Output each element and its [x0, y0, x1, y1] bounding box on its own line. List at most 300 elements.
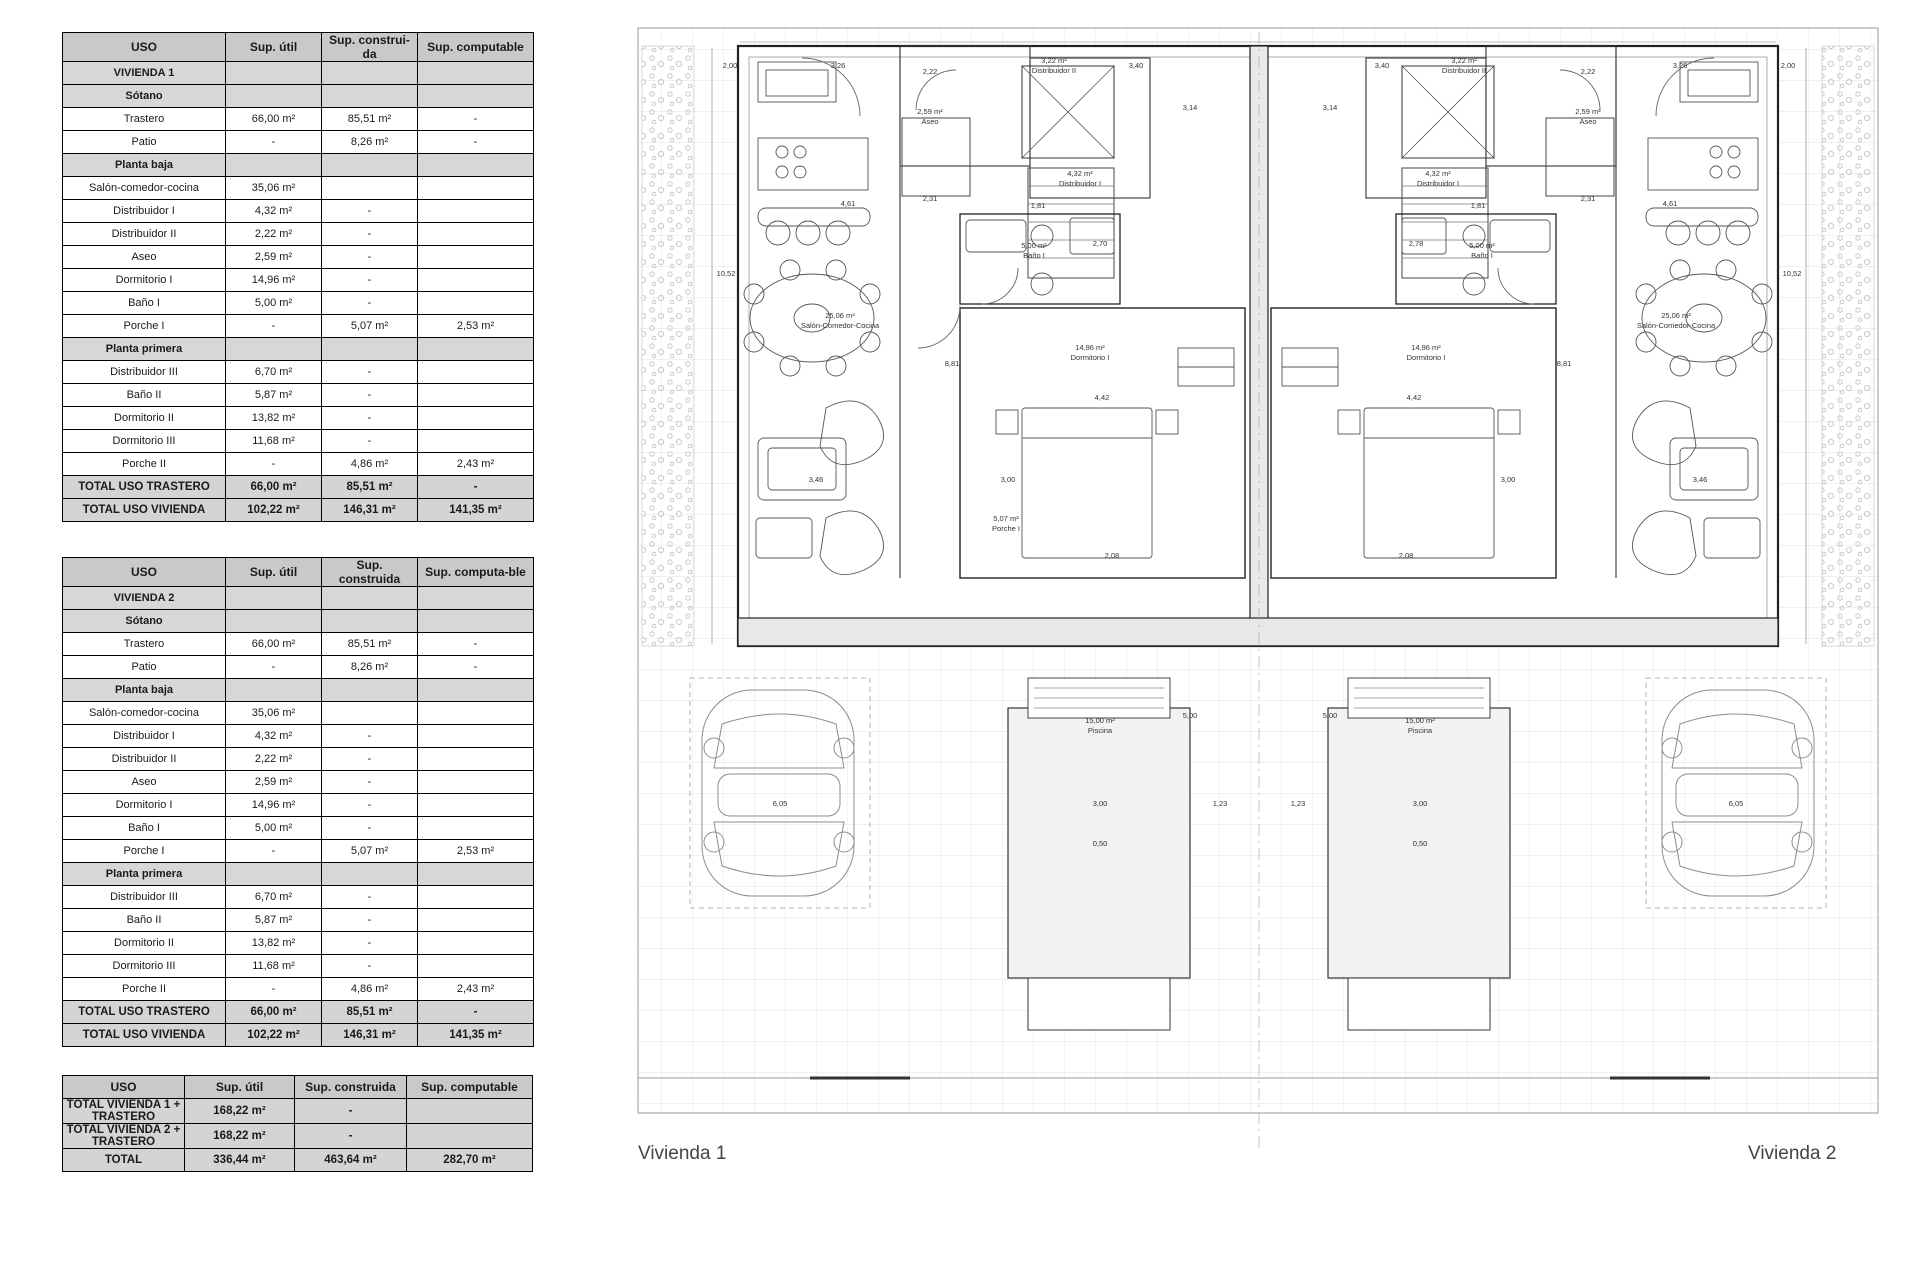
- table-cell: 146,31 m²: [322, 499, 418, 522]
- table-header-cell-1: Sup. útil: [226, 33, 322, 62]
- table-cell: Porche II: [63, 978, 226, 1001]
- table-cell: 66,00 m²: [226, 476, 322, 499]
- table-cell: Porche II: [63, 453, 226, 476]
- dim-piscina-area-right: 15,00 m²: [1405, 716, 1435, 725]
- table-vivienda-2-wrapper: [62, 557, 534, 1047]
- table-cell: 168,22 m²: [185, 1124, 295, 1149]
- table-cell: [418, 702, 534, 725]
- table-cell: [418, 748, 534, 771]
- table-cell: [418, 771, 534, 794]
- table-row: [63, 863, 534, 886]
- table-row: [63, 702, 534, 725]
- table-cell: Aseo: [63, 246, 226, 269]
- dim-3-46-left: 3,46: [808, 475, 824, 484]
- table-cell: 6,70 m²: [226, 886, 322, 909]
- dim-4-61-left: 4,61: [840, 199, 856, 208]
- table-cell: 5,07 m²: [322, 840, 418, 863]
- caption-vivienda-1: Vivienda 1: [638, 1143, 727, 1164]
- table-row: [63, 154, 534, 177]
- label-bano-left: Baño I: [1023, 251, 1045, 260]
- table-row: [63, 794, 534, 817]
- table-cell: Distribuidor I: [63, 725, 226, 748]
- table-cell: [418, 817, 534, 840]
- table-row: [63, 610, 534, 633]
- table-cell: -: [418, 131, 534, 154]
- table-row: [63, 430, 534, 453]
- table-cell: -: [322, 794, 418, 817]
- table-row: [63, 1024, 534, 1047]
- table-cell: Distribuidor III: [63, 886, 226, 909]
- table-cell: [226, 62, 322, 85]
- table-row: [63, 1124, 533, 1149]
- table-cell: 2,43 m²: [418, 978, 534, 1001]
- dim-3-26-left: 3,26: [830, 61, 846, 70]
- dim-6-05-left: 6,05: [772, 799, 788, 808]
- table-vivienda-1-body: [63, 33, 534, 522]
- table-cell: -: [322, 748, 418, 771]
- table-cell: [322, 610, 418, 633]
- table-header-cell-1: Sup. útil: [226, 558, 322, 587]
- table-cell: Porche I: [63, 840, 226, 863]
- table-cell: 85,51 m²: [322, 633, 418, 656]
- table-cell: Baño I: [63, 292, 226, 315]
- table-header-cell-2: Sup. construida: [295, 1076, 407, 1099]
- table-cell: Planta baja: [63, 679, 226, 702]
- table-cell: 5,07 m²: [322, 315, 418, 338]
- table-cell: 2,59 m²: [226, 771, 322, 794]
- table-cell: [418, 587, 534, 610]
- table-cell: TOTAL USO VIVIENDA: [63, 1024, 226, 1047]
- table-cell: 168,22 m²: [185, 1099, 295, 1124]
- table-header-cell-1: Sup. útil: [185, 1076, 295, 1099]
- table-cell: [418, 955, 534, 978]
- table-cell: [418, 725, 534, 748]
- table-cell: Trastero: [63, 633, 226, 656]
- table-cell: [322, 177, 418, 200]
- dim-4-32-right: 4,32 m²: [1425, 169, 1451, 178]
- table-cell: [418, 407, 534, 430]
- table-cell: TOTAL USO VIVIENDA: [63, 499, 226, 522]
- table-cell: 13,82 m²: [226, 407, 322, 430]
- table-cell: [418, 361, 534, 384]
- table-cell: [418, 85, 534, 108]
- table-cell: -: [418, 1001, 534, 1024]
- table-cell: 336,44 m²: [185, 1149, 295, 1172]
- table-cell: [418, 679, 534, 702]
- table-cell: Aseo: [63, 771, 226, 794]
- table-cell: 14,96 m²: [226, 794, 322, 817]
- dim-3-40-right: 3,40: [1374, 61, 1390, 70]
- table-cell: 4,32 m²: [226, 725, 322, 748]
- table-cell: -: [322, 932, 418, 955]
- dim-2-08-left: 2,08: [1104, 551, 1120, 560]
- table-cell: [407, 1099, 533, 1124]
- caption-vivienda-2: Vivienda 2: [1748, 1143, 1837, 1164]
- table-cell: 5,87 m²: [226, 384, 322, 407]
- dim-2-00-right: 2,00: [1780, 61, 1796, 70]
- table-cell: 2,53 m²: [418, 315, 534, 338]
- dim-0-50-left: 0,50: [1092, 839, 1108, 848]
- table-cell: VIVIENDA 2: [63, 587, 226, 610]
- dim-10-52-right: 10,52: [1782, 269, 1802, 278]
- table-cell: [418, 886, 534, 909]
- table-cell: Baño I: [63, 817, 226, 840]
- dim-1-23-right: 1,23: [1290, 799, 1306, 808]
- table-cell: 4,86 m²: [322, 978, 418, 1001]
- table-cell: -: [322, 407, 418, 430]
- table-cell: [418, 223, 534, 246]
- dim-4-42-left: 4,42: [1094, 393, 1110, 402]
- table-header-cell-2: Sup. construida: [322, 558, 418, 587]
- table-cell: 6,70 m²: [226, 361, 322, 384]
- label-dorm-left: Dormitorio I: [1070, 353, 1110, 362]
- dim-2-00-left: 2,00: [722, 61, 738, 70]
- table-cell: [322, 62, 418, 85]
- table-totales-body: [63, 1076, 533, 1172]
- table-cell: -: [418, 656, 534, 679]
- dim-2-31-left: 2,31: [922, 194, 938, 203]
- table-header-cell-0: USO: [63, 558, 226, 587]
- table-cell: Patio: [63, 131, 226, 154]
- dim-5-00-pool-left: 5,00: [1182, 711, 1198, 720]
- table-row: [63, 1099, 533, 1124]
- table-cell: 2,53 m²: [418, 840, 534, 863]
- label-aseo-left: Aseo: [921, 117, 939, 126]
- table-cell: 66,00 m²: [226, 633, 322, 656]
- dim-salon-area-right: 25,06 m²: [1661, 311, 1691, 320]
- table-row: [63, 292, 534, 315]
- label-distribuidor-i-left: Distribuidor I: [1058, 179, 1102, 188]
- table-cell: -: [322, 200, 418, 223]
- table-row: [63, 269, 534, 292]
- dim-3-14-r: 3,14: [1322, 103, 1338, 112]
- dim-2-08-right: 2,08: [1398, 551, 1414, 560]
- table-cell: [418, 177, 534, 200]
- table-header-cell-3: Sup. computable: [418, 33, 534, 62]
- table-cell: VIVIENDA 1: [63, 62, 226, 85]
- table-cell: 35,06 m²: [226, 702, 322, 725]
- dim-4-42-right: 4,42: [1406, 393, 1422, 402]
- table-row: [63, 361, 534, 384]
- table-cell: 146,31 m²: [322, 1024, 418, 1047]
- dim-3-26-right: 3,26: [1672, 61, 1688, 70]
- table-cell: -: [226, 131, 322, 154]
- dim-distribuidor-ii-top: Distribuidor II: [1031, 66, 1077, 75]
- dim-2-78: 2,78: [1408, 239, 1424, 248]
- table-cell: -: [322, 955, 418, 978]
- table-cell: [226, 338, 322, 361]
- dim-3-22-r: 3,22 m²: [1451, 56, 1477, 65]
- dim-2-59-left: 2,59 m²: [917, 107, 943, 116]
- table-cell: TOTAL: [63, 1149, 185, 1172]
- label-salon-left: Salón-Comedor-Cocina: [800, 321, 880, 330]
- table-cell: [322, 154, 418, 177]
- table-cell: [322, 85, 418, 108]
- table-cell: 66,00 m²: [226, 1001, 322, 1024]
- table-cell: -: [322, 909, 418, 932]
- table-cell: [418, 863, 534, 886]
- dim-3-40-left: 3,40: [1128, 61, 1144, 70]
- table-row: [63, 909, 534, 932]
- table-cell: 5,87 m²: [226, 909, 322, 932]
- table-cell: -: [322, 269, 418, 292]
- dim-8-81-left: 8,81: [944, 359, 960, 368]
- table-row: [63, 499, 534, 522]
- label-piscina-left: Piscina: [1087, 726, 1113, 735]
- table-cell: [226, 85, 322, 108]
- table-cell: [322, 679, 418, 702]
- table-cell: -: [322, 886, 418, 909]
- table-cell: -: [322, 771, 418, 794]
- dim-1-23-left: 1,23: [1212, 799, 1228, 808]
- table-cell: [226, 679, 322, 702]
- table-cell: -: [295, 1124, 407, 1149]
- table-cell: [418, 246, 534, 269]
- label-aseo-right: Aseo: [1579, 117, 1597, 126]
- table-row: [63, 200, 534, 223]
- table-cell: Salón-comedor-cocina: [63, 702, 226, 725]
- table-row: [63, 978, 534, 1001]
- table-cell: 8,26 m²: [322, 131, 418, 154]
- table-cell: 85,51 m²: [322, 108, 418, 131]
- dim-1-81-right: 1,81: [1470, 201, 1486, 210]
- table-cell: 141,35 m²: [418, 1024, 534, 1047]
- table-row: [63, 656, 534, 679]
- table-cell: [322, 587, 418, 610]
- table-row: [63, 679, 534, 702]
- table-header-cell-2: Sup. construi-da: [322, 33, 418, 62]
- table-cell: -: [226, 453, 322, 476]
- table-vivienda-2: [62, 557, 534, 1047]
- table-cell: 141,35 m²: [418, 499, 534, 522]
- table-row: [63, 840, 534, 863]
- dim-3-00-right: 3,00: [1500, 475, 1516, 484]
- table-cell: Dormitorio I: [63, 269, 226, 292]
- dim-2-22-left: 2,22: [922, 67, 938, 76]
- table-row: [63, 62, 534, 85]
- dim-dorm-area-left: 14,96 m²: [1075, 343, 1105, 352]
- table-row: [63, 453, 534, 476]
- dim-5-00-pool-right: 5,00: [1322, 711, 1338, 720]
- label-porche: Porche I: [992, 524, 1020, 533]
- dim-6-05-right: 6,05: [1728, 799, 1744, 808]
- dim-dorm-area-right: 14,96 m²: [1411, 343, 1441, 352]
- dim-2-31-right: 2,31: [1580, 194, 1596, 203]
- table-cell: -: [322, 725, 418, 748]
- table-cell: Planta primera: [63, 338, 226, 361]
- table-cell: Distribuidor I: [63, 200, 226, 223]
- table-row: [63, 955, 534, 978]
- table-cell: [226, 587, 322, 610]
- table-cell: 2,43 m²: [418, 453, 534, 476]
- table-cell: [322, 863, 418, 886]
- table-cell: 66,00 m²: [226, 108, 322, 131]
- table-cell: [226, 154, 322, 177]
- table-cell: 11,68 m²: [226, 955, 322, 978]
- table-cell: Distribuidor II: [63, 748, 226, 771]
- table-cell: Distribuidor II: [63, 223, 226, 246]
- table-cell: [226, 863, 322, 886]
- table-cell: -: [226, 315, 322, 338]
- table-row: [63, 725, 534, 748]
- table-vivienda-1: [62, 32, 534, 522]
- dim-5-00-right: 5,00 m²: [1469, 241, 1495, 250]
- table-row: [63, 246, 534, 269]
- table-cell: 35,06 m²: [226, 177, 322, 200]
- table-cell: -: [418, 108, 534, 131]
- table-cell: Planta primera: [63, 863, 226, 886]
- table-cell: [418, 269, 534, 292]
- table-cell: 2,22 m²: [226, 748, 322, 771]
- table-cell: 102,22 m²: [226, 499, 322, 522]
- label-distribuidor-i-right: Distribuidor I: [1416, 179, 1460, 188]
- table-row: [63, 476, 534, 499]
- table-cell: Dormitorio II: [63, 407, 226, 430]
- table-totales: [62, 1075, 533, 1172]
- table-cell: [407, 1124, 533, 1149]
- label-piscina-right: Piscina: [1407, 726, 1433, 735]
- table-cell: 2,22 m²: [226, 223, 322, 246]
- table-row: [63, 407, 534, 430]
- table-cell: 102,22 m²: [226, 1024, 322, 1047]
- table-cell: -: [418, 633, 534, 656]
- table-cell: 85,51 m²: [322, 476, 418, 499]
- dim-3-00-left: 3,00: [1000, 475, 1016, 484]
- table-cell: [226, 610, 322, 633]
- table-vivienda-2-body: [63, 558, 534, 1047]
- table-row: [63, 932, 534, 955]
- table-cell: 85,51 m²: [322, 1001, 418, 1024]
- dim-1-81-left: 1,81: [1030, 201, 1046, 210]
- floor-plan-drawing: [630, 18, 1888, 1158]
- table-header-cell-3: Sup. computable: [407, 1076, 533, 1099]
- table-vivienda-1-wrapper: [62, 32, 534, 522]
- dim-10-52-left: 10,52: [716, 269, 736, 278]
- dim-2-59-right: 2,59 m²: [1575, 107, 1601, 116]
- table-cell: -: [322, 246, 418, 269]
- table-cell: Dormitorio III: [63, 430, 226, 453]
- table-cell: Dormitorio II: [63, 932, 226, 955]
- table-cell: 8,26 m²: [322, 656, 418, 679]
- table-header-row: [63, 558, 534, 587]
- table-cell: [418, 338, 534, 361]
- table-totales-wrapper: [62, 1075, 533, 1172]
- table-cell: 463,64 m²: [295, 1149, 407, 1172]
- table-cell: TOTAL VIVIENDA 1 + TRASTERO: [63, 1099, 185, 1124]
- table-row: [63, 177, 534, 200]
- table-cell: -: [418, 476, 534, 499]
- table-cell: Distribuidor III: [63, 361, 226, 384]
- table-cell: Sótano: [63, 85, 226, 108]
- dim-0-50-right: 0,50: [1412, 839, 1428, 848]
- table-cell: 14,96 m²: [226, 269, 322, 292]
- table-row: [63, 85, 534, 108]
- table-row: [63, 633, 534, 656]
- table-cell: [322, 338, 418, 361]
- table-cell: -: [322, 361, 418, 384]
- dim-salon-area-left: 25,06 m²: [825, 311, 855, 320]
- table-cell: 4,32 m²: [226, 200, 322, 223]
- dim-2-70: 2,70: [1092, 239, 1108, 248]
- table-cell: 5,00 m²: [226, 817, 322, 840]
- table-cell: [418, 794, 534, 817]
- table-header-cell-0: USO: [63, 1076, 185, 1099]
- table-header-row: [63, 33, 534, 62]
- dim-3-46-right: 3,46: [1692, 475, 1708, 484]
- table-cell: Dormitorio I: [63, 794, 226, 817]
- table-row: [63, 886, 534, 909]
- table-row: [63, 223, 534, 246]
- table-row: [63, 315, 534, 338]
- table-cell: Trastero: [63, 108, 226, 131]
- table-row: [63, 587, 534, 610]
- label-bano-right: Baño I: [1471, 251, 1493, 260]
- table-cell: [322, 702, 418, 725]
- table-cell: -: [322, 430, 418, 453]
- table-cell: Planta baja: [63, 154, 226, 177]
- dim-4-32-left: 4,32 m²: [1067, 169, 1093, 178]
- table-cell: [418, 154, 534, 177]
- table-row: [63, 1001, 534, 1024]
- table-header-cell-3: Sup. computa-ble: [418, 558, 534, 587]
- table-cell: [418, 909, 534, 932]
- table-cell: -: [322, 817, 418, 840]
- table-cell: -: [322, 292, 418, 315]
- table-cell: [418, 384, 534, 407]
- table-cell: 5,00 m²: [226, 292, 322, 315]
- table-row: [63, 748, 534, 771]
- table-cell: Porche I: [63, 315, 226, 338]
- table-cell: Sótano: [63, 610, 226, 633]
- dim-distribuidor-ii-top-r: Distribuidor II: [1441, 66, 1487, 75]
- table-cell: -: [322, 223, 418, 246]
- table-header-cell-0: USO: [63, 33, 226, 62]
- table-row: [63, 771, 534, 794]
- dim-2-22-right: 2,22: [1580, 67, 1596, 76]
- table-cell: 11,68 m²: [226, 430, 322, 453]
- table-cell: [418, 430, 534, 453]
- table-cell: Baño II: [63, 384, 226, 407]
- dim-3-14: 3,14: [1182, 103, 1198, 112]
- table-cell: [418, 62, 534, 85]
- table-row: [63, 817, 534, 840]
- table-cell: TOTAL USO TRASTERO: [63, 1001, 226, 1024]
- table-cell: [418, 292, 534, 315]
- table-cell: Salón-comedor-cocina: [63, 177, 226, 200]
- table-cell: -: [295, 1099, 407, 1124]
- label-dorm-right: Dormitorio I: [1406, 353, 1446, 362]
- table-cell: -: [322, 384, 418, 407]
- dim-porche-area: 5,07 m²: [993, 514, 1019, 523]
- table-cell: [418, 200, 534, 223]
- table-cell: 282,70 m²: [407, 1149, 533, 1172]
- table-row: [63, 1149, 533, 1172]
- table-row: [63, 338, 534, 361]
- table-cell: [418, 610, 534, 633]
- table-cell: TOTAL VIVIENDA 2 + TRASTERO: [63, 1124, 185, 1149]
- table-cell: 4,86 m²: [322, 453, 418, 476]
- table-cell: 13,82 m²: [226, 932, 322, 955]
- dim-4-61-right: 4,61: [1662, 199, 1678, 208]
- table-cell: 2,59 m²: [226, 246, 322, 269]
- table-header-row: [63, 1076, 533, 1099]
- dim-8-81-right: 8,81: [1556, 359, 1572, 368]
- dim-3-00-pool-left: 3,00: [1092, 799, 1108, 808]
- table-row: [63, 384, 534, 407]
- table-cell: -: [226, 656, 322, 679]
- table-cell: -: [226, 840, 322, 863]
- label-salon-right: Salón-Comedor-Cocina: [1636, 321, 1716, 330]
